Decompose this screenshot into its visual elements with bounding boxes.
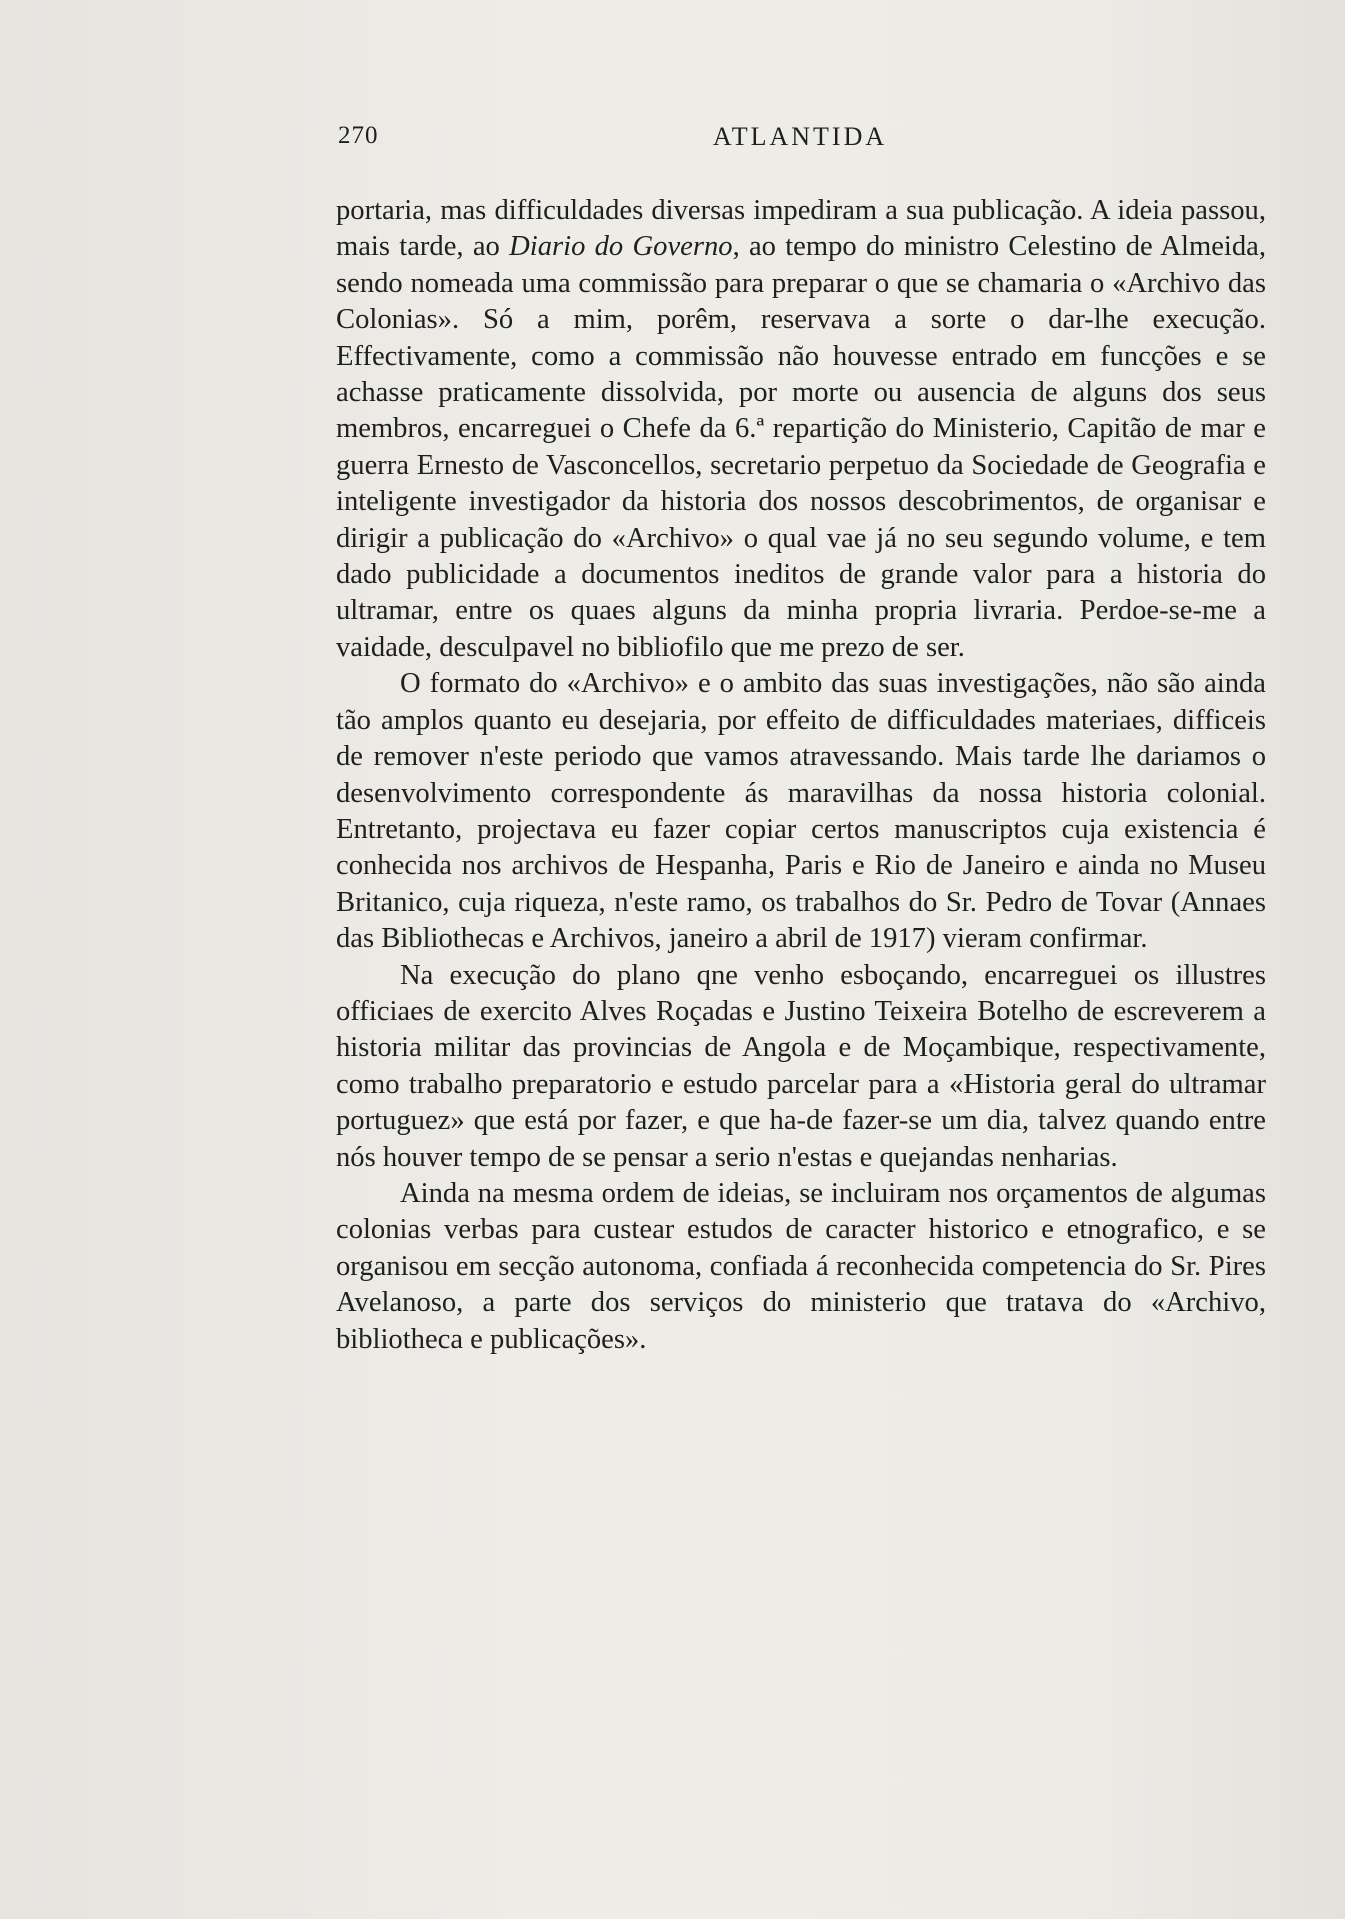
paragraph-4: Ainda na mesma ordem de ideias, se incluiram nos orçamentos de algumas colonias verbas para custear estudos de caracter historico e etnografico, e se organisou em secção autonoma, confiada á reconhecida competencia do Sr. Pires Avelanoso, a parte dos serviços do ministerio que tratava do «Archivo, bibliotheca e publicações». [336, 1177, 1266, 1355]
paragraph-1 [336, 193, 1266, 666]
running-head: ATLANTIDA [712, 122, 888, 151]
page-header [336, 118, 1264, 158]
paragraph-1-start: portaria, mas difficuldades diversas impediram a sua publicação. A ideia passou, mais tarde, ao [336, 195, 1266, 263]
body-text [336, 193, 1266, 1358]
newspaper-title: Diario do Governo [509, 231, 733, 263]
paragraph-1-rest: , ao tempo do ministro Celestino de Almeida, sendo nomeada uma commissão para preparar o que se chamaria o «Archivo das Colonias». Só a mim, porêm, reservava a sorte o dar-lhe execução. Effectivamente, como a commissão não houvesse entrado em funcções e se achasse praticamente dissolvida, por morte ou ausencia de alguns dos seus membros, encarreguei o Chefe da 6.ª repartição do Ministerio, Capitão de mar e guerra Ernesto de Vasconcellos, secretario perpetuo da Sociedade de Geografia e inteligente investigador da historia dos nossos descobrimentos, de organisar e dirigir a publicação do «Archivo» o qual vae já no seu segundo volume, e tem dado publicidade a documentos ineditos de grande valor para a historia do ultramar, entre os quaes alguns da minha propria livraria. Perdoe-se-me a vaidade, desculpavel no bibliofilo que me prezo de ser. [336, 231, 1267, 663]
paragraph-3: Na execução do plano qne venho esboçando, encarreguei os illustres officiaes de exercito Alves Roçadas e Justino Teixeira Botelho de escreverem a historia militar das provincias de Angola e de Moçambique, respectivamente, como trabalho preparatorio e estudo parcelar para a «Historia geral do ultramar portuguez» que está por fazer, e que ha-de fazer-se um dia, talvez quando entre nós houver tempo de se pensar a serio n'estas e quejandas nenharias. [336, 959, 1266, 1173]
page-number: 270 [338, 122, 379, 149]
paragraph-2: O formato do «Archivo» e o ambito das suas investigações, não são ainda tão amplos quanto eu desejaria, por effeito de difficuldades materiaes, difficeis de remover n'este periodo que vamos atravessando. Mais tarde lhe dariamos o desenvolvimento correspondente ás maravilhas da nossa historia colonial. Entretanto, projectava eu fazer copiar certos manuscriptos cuja existencia é conhecida nos archivos de Hespanha, Paris e Rio de Janeiro e ainda no Museu Britanico, cuja riqueza, n'este ramo, os trabalhos do Sr. Pedro de Tovar (Annaes das Bibliothecas e Archivos, janeiro a abril de 1917) vieram confirmar. [336, 668, 1266, 955]
